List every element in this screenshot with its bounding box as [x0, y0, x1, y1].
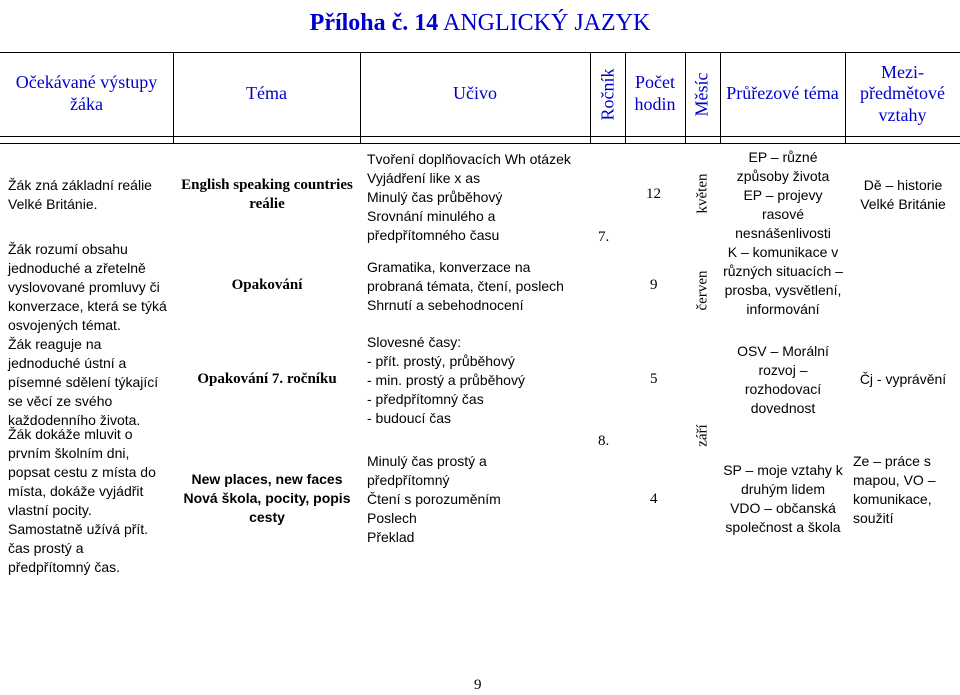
curriculum-line: Poslech	[367, 510, 417, 526]
cross-topic-line: K – komunikace v různých situacích – prosba, vysvětlení, informování	[723, 244, 843, 317]
header-inter-subject: Mezi-předmětové vztahy	[860, 61, 945, 125]
curriculum-line: Shrnutí a sebehodnocení	[367, 297, 524, 313]
month-label: červen	[694, 270, 711, 311]
topic-item: Opakování 7. ročníku	[197, 371, 337, 387]
hours-value: 9	[650, 277, 658, 293]
grade-label: 7.	[598, 229, 610, 245]
title-accent: Příloha č. 14	[309, 10, 439, 36]
curriculum-line: Vyjádření like x as	[367, 170, 481, 186]
curriculum-block	[367, 150, 589, 245]
cross-topic-block	[722, 342, 844, 418]
curriculum-line: Minulý čas průběhový	[367, 189, 503, 205]
cross-topic-block	[722, 461, 844, 537]
grade-label: 8.	[598, 433, 610, 449]
header-divider	[590, 52, 591, 143]
page-title	[0, 10, 960, 37]
cross-topic-line: EP – projevy rasové nesnášenlivosti	[735, 187, 831, 241]
outcome-item: Žák rozumí obsahu jednoduché a zřetelně vyslovované promluvy či konverzace, která se týká osvojených témat.	[8, 241, 167, 333]
cross-topic-line: VDO – občanská společnost a škola	[725, 500, 841, 535]
relation-item: Ze – práce s mapou, VO – komunikace, soužití	[853, 453, 936, 526]
header-month: Měsíc	[691, 72, 712, 117]
curriculum-line: Gramatika, konverzace na probraná témata, čtení, poslech	[367, 259, 564, 294]
header-hours: Počet hodin	[634, 72, 676, 114]
curriculum-block	[367, 452, 589, 547]
curriculum-block	[367, 258, 577, 315]
outcome-item: Žák dokáže mluvit o prvním školním dni, popsat cestu z místa do místa, dokáže vyjádřit vlastní pocity. Samostatně užívá přít. čas prostý a předpřítomný čas.	[8, 426, 156, 575]
curriculum-line: Čtení s porozuměním	[367, 491, 501, 507]
curriculum-line: Překlad	[367, 529, 415, 545]
curriculum-line: - min. prostý a průběhový	[367, 372, 525, 388]
cross-topic-line: EP – různé způsoby života	[736, 149, 830, 184]
header-grade: Ročník	[597, 68, 618, 121]
header-cross-topic: Průřezové téma	[726, 83, 839, 104]
cross-topic-block	[722, 148, 844, 319]
topic-item: Opakování	[231, 277, 303, 293]
title-rest: ANGLICKÝ JAZYK	[443, 10, 651, 36]
topic-item: English speaking countries reálie	[181, 177, 353, 212]
header-divider	[685, 52, 686, 143]
header-topic: Téma	[246, 83, 287, 104]
table-top-border	[0, 52, 960, 53]
page-number: 9	[474, 677, 482, 693]
outcome-item: Žák reaguje na jednoduché ústní a písemné sdělení týkající se věcí ze svého každodenního života.	[8, 336, 159, 428]
cross-topic-line: OSV – Morální rozvoj – rozhodovací dovednost	[737, 343, 829, 416]
body-top-border	[0, 143, 960, 144]
hours-value: 4	[650, 491, 658, 507]
outcome-item: Žák zná základní reálie Velké Británie.	[8, 177, 152, 212]
hours-value: 5	[650, 371, 658, 387]
curriculum-line: - přít. prostý, průběhový	[367, 353, 515, 369]
month-label: květen	[694, 173, 711, 214]
header-curriculum: Učivo	[453, 83, 497, 104]
curriculum-line: Slovesné časy:	[367, 334, 462, 350]
relation-item: Čj - vyprávění	[859, 371, 947, 387]
cross-topic-line: SP – moje vztahy k druhým lidem	[723, 462, 843, 497]
curriculum-line: - budoucí čas	[367, 410, 452, 426]
topic-item: New places, new faces Nová škola, pocity, popis cesty	[183, 471, 351, 525]
hours-value: 12	[646, 186, 661, 202]
curriculum-line: - předpřítomný čas	[367, 391, 484, 407]
month-label: září	[694, 424, 711, 447]
curriculum-line: Minulý čas prostý a předpřítomný	[367, 453, 487, 488]
curriculum-line: Tvoření doplňovacích Wh otázek	[367, 151, 571, 167]
curriculum-line: Srovnání minulého a předpřítomného času	[367, 208, 500, 243]
header-bottom-border	[0, 136, 960, 137]
header-outcomes: Očekávané výstupy žáka	[15, 72, 158, 114]
curriculum-block	[367, 333, 589, 428]
relation-item: Dě – historie Velké Británie	[860, 177, 946, 212]
